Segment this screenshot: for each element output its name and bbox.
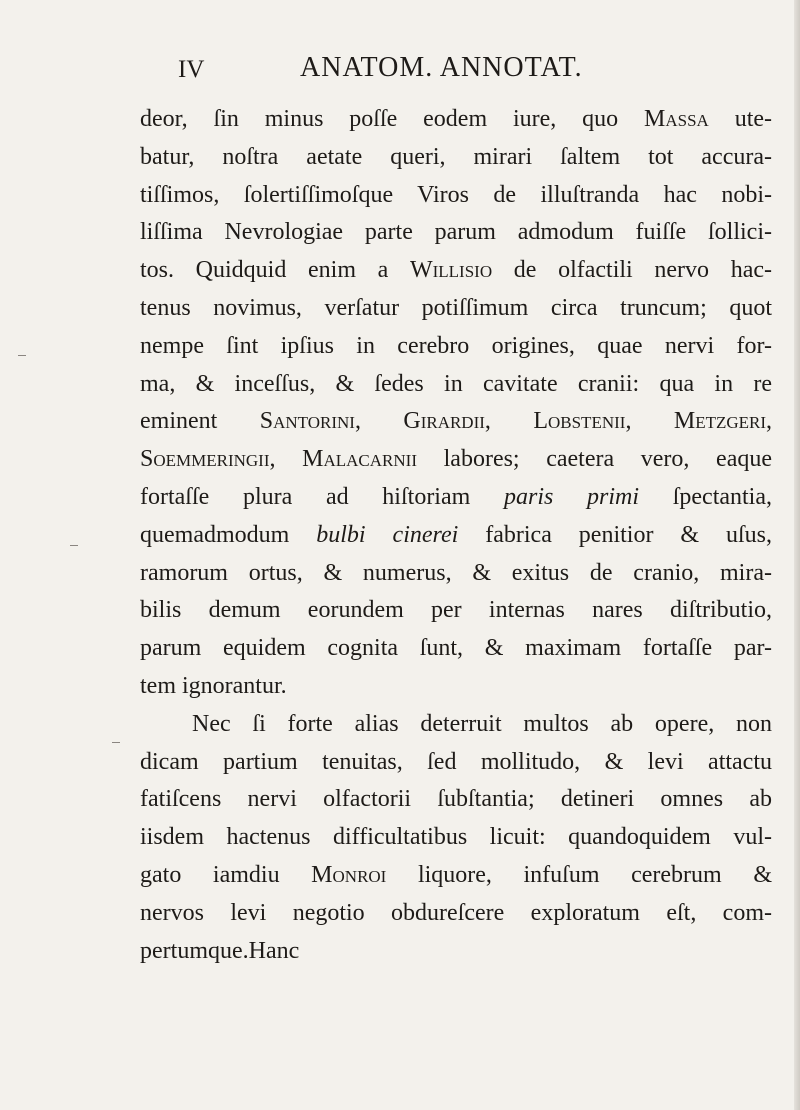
text-line: tos. Quidquid enim a Willisio de olfactili nervo hac-: [140, 257, 772, 284]
text-line: tiſſimos, ſolertiſſimoſque Viros de illuſtranda hac nobi-: [140, 181, 772, 208]
margin-mark: [112, 742, 120, 743]
running-head: ANATOM. ANNOTAT.: [300, 52, 583, 83]
text-line: fatiſcens nervi olfactorii ſubſtantia; detineri omnes ab: [140, 786, 772, 813]
text-line: ma, & inceſſus, & ſedes in cavitate cranii: qua in re: [140, 370, 772, 397]
page-number: IV: [178, 56, 205, 83]
text-line: ramorum ortus, & numerus, & exitus de cranio, mira-: [140, 559, 772, 586]
text-line: dicam partium tenuitas, ſed mollitudo, & levi attactu: [140, 748, 772, 775]
text-line: fortaſſe plura ad hiſtoriam paris primi ſpectantia,: [140, 483, 772, 510]
body-text: [140, 101, 772, 970]
text-line: gato iamdiu Monroi liquore, infuſum cerebrum &: [140, 861, 772, 888]
page-header: [0, 52, 800, 92]
text-line: bilis demum eorundem per internas nares diſtributio,: [140, 597, 772, 624]
text-line: liſſima Nevrologiae parte parum admodum fuiſſe ſollici-: [140, 219, 772, 246]
text-line: parum equidem cognita ſunt, & maximam fortaſſe par-: [140, 635, 772, 662]
text-line: Nec ſi forte alias deterruit multos ab opere, non: [192, 710, 772, 737]
text-line: [140, 933, 772, 971]
catchword: Hanc: [248, 937, 300, 964]
page-edge: [794, 0, 800, 1110]
closing-word: pertumque.: [140, 937, 249, 964]
text-line: nervos levi negotio obdureſcere exploratum eſt, com-: [140, 899, 772, 926]
text-line: Soemmeringii, Malacarnii labores; caetera vero, eaque: [140, 446, 773, 473]
text-line: nempe ſint ipſius in cerebro origines, quae nervi for-: [140, 332, 772, 359]
text-line: batur, noſtra aetate queri, mirari ſaltem tot accura-: [140, 143, 772, 170]
margin-mark: [70, 545, 78, 546]
text-line: eminent Santorini, Girardii, Lobstenii, Metzgeri,: [140, 408, 773, 435]
text-line: deor, ſin minus poſſe eodem iure, quo Massa ute-: [140, 106, 773, 132]
text-line: iisdem hactenus difficultatibus licuit: quandoquidem vul-: [140, 824, 772, 851]
text-line: tem ignorantur.: [140, 672, 287, 699]
margin-mark: [18, 355, 26, 356]
text-line: tenus novimus, verſatur potiſſimum circa truncum; quot: [140, 294, 772, 321]
text-line: quemadmodum bulbi cinerei fabrica penitior & uſus,: [140, 521, 773, 548]
